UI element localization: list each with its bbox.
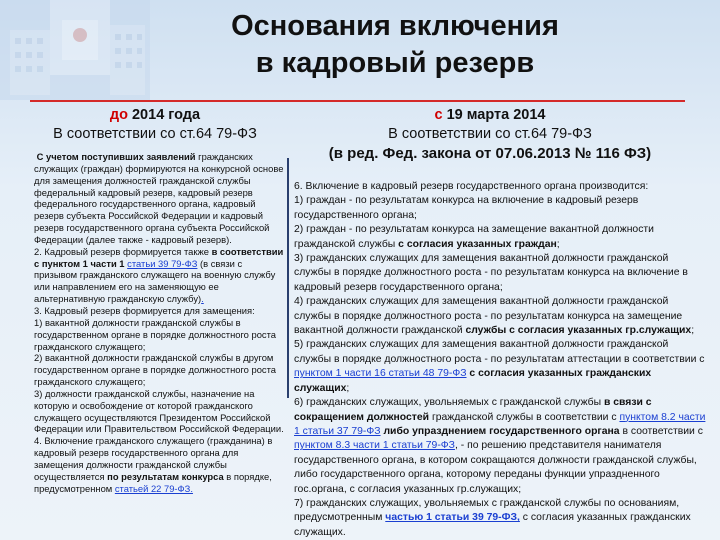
right-item-6 [294,396,706,497]
right-header-date: 19 марта 2014 [442,107,546,123]
right-i2-end: ; [556,238,560,250]
right-i6-link1[interactable]: пунктом 8.2 части 1 статьи 37 79-ФЗ [294,411,706,437]
right-i2-bold: с согласия указанных граждан [398,238,557,250]
right-item-5 [294,338,706,396]
right-i6-link2[interactable]: пунктом 8.3 части 1 статьи 79-ФЗ [294,440,455,452]
right-item-2 [294,223,706,252]
title-line-1: Основания включения [231,10,559,42]
slide-title [150,8,640,82]
left-header-basis: В соответствии со ст.64 79-ФЗ [53,126,257,142]
right-item-7 [294,497,706,540]
right-i5-a: 5) гражданских служащих для замещения вакантной должности гражданской службы в порядке должностного роста - по результатам аттестации в соответствии с [294,339,705,365]
right-i5-bold: с согласия указанных гражданских служащих [294,368,652,394]
right-item-3: 3) гражданских служащих для замещения вакантной должности гражданской службы в порядке должностного роста - по результатам конкурса на включение в кадровый резерв государственного органа; [294,253,688,293]
left-header-prefix: до [109,107,128,123]
left-p4-b: в порядке, предусмотренном [34,470,272,494]
column-divider [287,158,289,398]
left-p2-bold: в соответствии с пунктом 1 части 1 [34,245,284,269]
left-column-header [30,106,280,144]
left-p2-link[interactable]: статьи 39 79-ФЗ [127,257,198,269]
right-i2-a: 2) граждан - по результатам конкурса на замещение вакантной должности гражданской службы [294,224,654,250]
left-paragraph-3-2: 2) вакантной должности гражданской службы в другом государственном органе в порядке должностного роста гражданского служащего; [34,352,277,388]
title-divider [30,100,685,102]
right-i7-a: 7) гражданских служащих, увольняемых с гражданской службы по основаниям, предусмотренным [294,497,680,524]
right-i7-link[interactable]: частью 1 статьи 39 79-ФЗ, [385,512,520,524]
right-header-prefix: с [434,107,443,123]
right-i4-end: ; [691,325,695,337]
right-i6-bold2: либо упразднением государственного органа [380,425,620,437]
left-p4-bold: по результатам конкурса [107,470,224,482]
building-illustration [0,0,150,100]
left-paragraph-2 [34,246,286,305]
left-p4-a: 4. Включение гражданского служащего (гражданина) в кадровый резерв государственного органа для замещения должности гражданской службы осуществляется [34,435,273,482]
left-p1-bold: С учетом поступивших заявлений [36,151,196,162]
right-i7-b: с согласия указанных гражданских служащих. [294,512,691,538]
right-i5-end: ; [346,382,350,394]
right-header-amendment: (в ред. Фед. закона от 07.06.2013 № 116 ФЗ) [328,145,652,162]
right-item-1: 1) граждан - по результатам конкурса на включение в кадровый резерв государственного органа; [294,195,639,221]
left-paragraph-3: 3. Кадровый резерв формируется для замещения: [34,304,255,316]
right-i4-a: 4) гражданских служащих для замещения вакантной должности гражданской службы в порядке должностного роста - по результатам конкурса на замещение вакантной должности гражданской [294,296,683,337]
right-i4-bold: службы с согласия указанных гр.служащих [465,325,692,337]
left-p1-rest: гражданских служащих (граждан) формируются на конкурсной основе для замещения должностей гражданской службы федеральный кадровый резерв, кадровый резерв федерального государственного органа, кадровый резерв субъекта Российской Федерации и кадровый резерв государственного органа субъекта Российской Федерации (далее также - кадровый резерв). [34,151,284,245]
left-paragraph-3-3: 3) должности гражданской службы, назначение на которую и освобождение от которой гражданского служащего осуществляются Президентом Российской Федерации или Правительством Российской Федерации. [34,387,284,435]
right-column-text [294,180,706,540]
right-item-4 [294,295,706,338]
right-column-header [295,106,685,163]
left-paragraph-1 [34,151,286,246]
left-p2-rest: (в связи с призывом гражданского служащего на военную службу или направлением его на заменяющую ее альтернативную гражданскую службу) [34,257,276,305]
right-header-basis: В соответствии со ст.64 79-ФЗ [388,126,592,142]
right-i6-d: , - по решению представителя нанимателя государственного органа, в котором сокращаются должности гражданской службы, либо государственного органа, которому переданы функции упраздненного гос.органа, с согласия указанных гр.служащих; [294,440,697,495]
title-line-2: в кадровый резерв [255,47,535,79]
left-p2-a: 2. Кадровый резерв формируется также [34,245,212,257]
right-intro: 6. Включение в кадровый резерв государственного органа производится: [294,181,649,192]
left-header-date: 2014 года [127,107,201,123]
left-paragraph-3-1: 1) вакантной должности гражданской службы в государственном органе в порядке должностного роста гражданского служащего; [34,316,277,352]
right-i6-a: 6) гражданских служащих, увольняемых с гражданской службы [294,397,604,409]
left-column-text [34,151,286,494]
right-i6-bold1: в связи с сокращением должностей [294,397,652,423]
right-i6-b: гражданской службы в соответствии с [429,411,620,423]
left-p4-link[interactable]: статьей 22 79-ФЗ. [114,482,193,494]
left-paragraph-4 [34,435,286,494]
right-i6-c: в соответствии с [619,425,703,437]
right-i5-link[interactable]: пунктом 1 части 16 статьи 48 79-ФЗ [294,368,467,380]
left-p2-dot: . [201,293,204,305]
